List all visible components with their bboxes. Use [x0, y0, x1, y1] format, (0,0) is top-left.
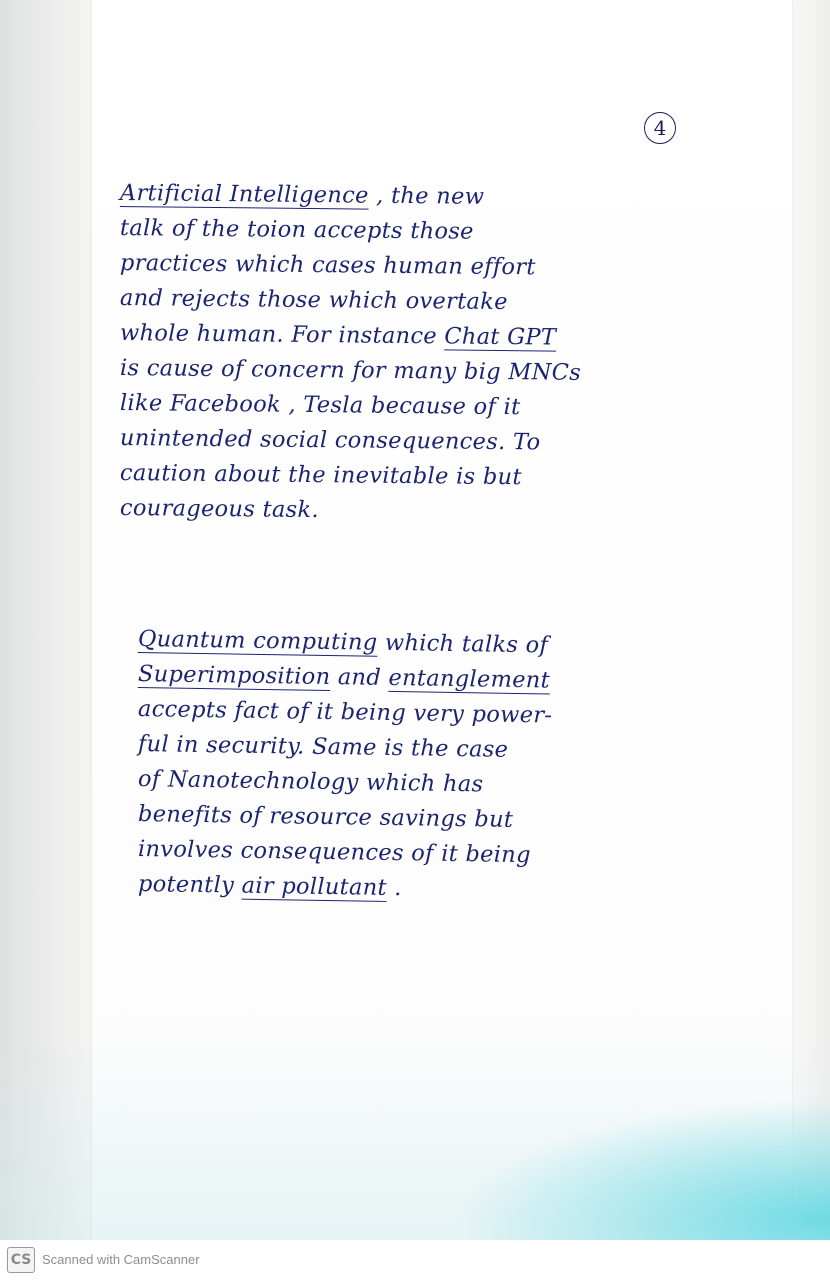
camscanner-logo-icon: CS — [7, 1247, 35, 1273]
underlined-term: Quantum computing — [137, 626, 378, 656]
text-line: unintended social consequences. To — [119, 425, 541, 456]
text-line: practices which cases human effort — [119, 250, 536, 281]
line-text: , the new — [368, 182, 485, 210]
underlined-term: Artificial Intelligence — [119, 180, 369, 209]
text-line — [138, 867, 553, 909]
paragraph-quantum-computing — [138, 622, 552, 902]
scan-right-margin — [790, 0, 830, 1240]
line-text: and — [330, 664, 389, 691]
underlined-term: entanglement — [388, 664, 551, 694]
text-line: ful in security. Same is the case — [137, 731, 509, 763]
text-line: of Nanotechnology which has — [137, 766, 484, 798]
scanner-footer — [0, 1240, 830, 1280]
page-number: 4 — [644, 112, 676, 144]
text-line: accepts fact of it being very power- — [137, 696, 553, 729]
text-line: like Facebook , Tesla because of it — [119, 390, 521, 421]
text-line — [120, 176, 581, 216]
line-text: potently — [137, 871, 242, 899]
line-text: whole human. For instance — [119, 320, 445, 350]
text-line: benefits of resource savings but — [137, 801, 514, 833]
text-line: involves consequences of it being — [137, 836, 531, 869]
paragraph-artificial-intelligence — [120, 176, 581, 526]
text-line: is cause of concern for many big MNCs — [119, 355, 582, 386]
underlined-term: Chat GPT — [444, 323, 557, 351]
line-text: . — [386, 874, 402, 902]
underlined-term: air pollutant — [241, 872, 388, 901]
text-line: caution about the inevitable is but — [119, 460, 522, 491]
text-line — [120, 316, 581, 356]
text-line: and rejects those which overtake — [119, 285, 508, 316]
line-text: which talks of — [377, 629, 549, 659]
underlined-term: Superimposition — [137, 661, 331, 691]
text-line: courageous task. — [119, 495, 319, 524]
scan-left-margin — [0, 0, 92, 1240]
scanner-caption: Scanned with CamScanner — [42, 1252, 200, 1267]
text-line: talk of the toion accepts those — [119, 215, 474, 245]
